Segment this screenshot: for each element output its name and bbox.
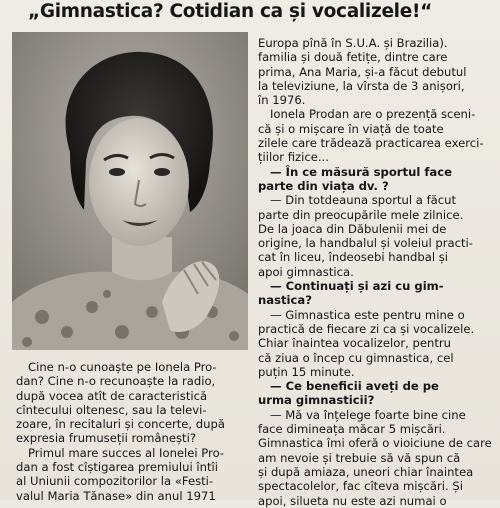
text-line: că ziua o încep cu gimnastica, cel <box>258 350 454 365</box>
text-line: face dimineața măcar 5 mișcări. <box>258 422 446 437</box>
text-line: origine, la handbalul și voleiul practi- <box>258 236 473 251</box>
text-line: țiilor fizice... <box>258 150 329 165</box>
text-line: Primul mare succes al Ionelei Pro- <box>28 445 225 460</box>
interview-question-line: nastica? <box>258 293 312 308</box>
text-line: familia și două fetițe, dintre care <box>258 50 448 65</box>
text-line: după vocea atît de caracteristică <box>16 388 208 403</box>
text-line: apoi gimnastica. <box>258 264 354 279</box>
text-line: dan? Cine n-o recunoaște la radio, <box>16 374 216 389</box>
text-line: apoi, silueta nu este azi numai o <box>258 493 447 508</box>
text-line: practică de fiecare zi ca și vocalizele. <box>258 321 475 336</box>
text-line: expresia frumuseții românești? <box>16 431 196 446</box>
text-line: zilele care trădează practicarea exerci- <box>258 136 484 151</box>
text-line: am nevoie și trebuie să vă spun că <box>258 450 461 465</box>
text-line: cîntecului oltenesc, sau la televi- <box>16 402 207 417</box>
text-line: Chiar înaintea vocalizelor, pentru <box>258 336 451 351</box>
text-line: dan a fost cîștigarea premiului întîi <box>16 460 218 475</box>
text-line: spectacolelor, fac cîteva mișcări. Și <box>258 479 463 494</box>
text-line: — Din totdeauna sportul a făcut <box>270 193 457 208</box>
interview-question-line: urma gimnasticii? <box>258 393 375 408</box>
text-line: puțin 15 minute. <box>258 364 355 379</box>
text-line: parte din preocupările mele zilnice. <box>258 207 464 222</box>
text-line: prima, Ana Maria, și-a făcut debutul <box>258 64 467 79</box>
text-line: Ionela Prodan are o prezență sceni- <box>270 107 476 122</box>
text-line: — Gimnastica este pentru mine o <box>270 307 465 322</box>
text-line: Europa pînă în S.U.A. și Brazilia). <box>258 36 448 50</box>
text-line: Cine n-o cunoaște pe Ionela Pro- <box>28 360 217 374</box>
text-line: zoare, în recitaluri și concerte, după <box>16 417 225 432</box>
text-line: în 1976. <box>258 93 306 108</box>
text-line: și după amiaza, uneori chiar înaintea <box>258 464 474 479</box>
portrait-photo <box>12 32 248 350</box>
text-line: cat în liceu, îndeosebi handbal și <box>258 250 449 265</box>
text-line: că și o mișcare în viață de toate <box>258 121 444 136</box>
text-line: Gimnastica îmi oferă o vioiciune de care <box>258 436 492 451</box>
interview-question-line: — Ce beneficii aveți de pe <box>270 379 439 394</box>
text-line: valul Maria Tănase» din anul 1971 <box>16 488 216 503</box>
text-line: — Mă va înțelege foarte bine cine <box>270 407 466 422</box>
interview-question-line: parte din viața dv. ? <box>258 178 389 193</box>
portrait-image <box>12 32 248 350</box>
right-text-column <box>258 36 496 508</box>
article-headline: „Gimnastica? Cotidian ca și vocalizele!“ <box>28 1 432 22</box>
interview-question-line: — În ce măsură sportul face <box>270 164 452 179</box>
left-text-column <box>16 360 252 503</box>
text-line: De la joaca din Dăbulenii mei de <box>258 221 447 236</box>
text-line: al Uniunii compozitorilor la «Festi- <box>16 474 214 489</box>
interview-question-line: — Continuați și azi cu gim- <box>270 279 444 294</box>
text-line: la televiziune, la vîrsta de 3 anișori, <box>258 78 465 93</box>
